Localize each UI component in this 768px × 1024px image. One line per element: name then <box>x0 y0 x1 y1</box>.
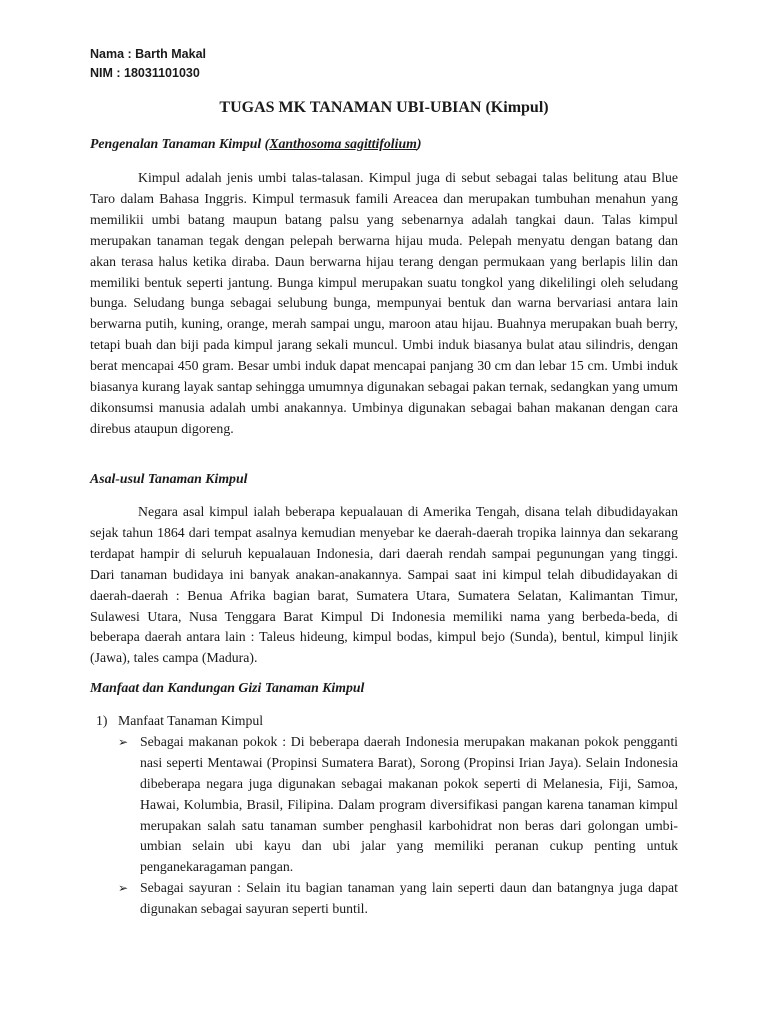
bullet-text: Sebagai sayuran : Selain itu bagian tanaman yang lain seperti daun dan batangnya juga dapat digunakan sebagai sayuran seperti buntil. <box>140 880 678 917</box>
bullet-text: Sebagai makanan pokok : Di beberapa daerah Indonesia merupakan makanan pokok pengganti nasi seperti Mentawai (Propinsi Sumatera Barat), Sorong (Propinsi Irian Jaya). Selain Indonesia dibeberapa negara juga digunakan sebagai makanan pokok seperti di Melanesia, Fiji, Samoa, Hawai, Kolumbia, Brasil, Filipina. Dalam program diversifikasi pangan karena tanaman kimpul merupakan salah satu tanaman sumber penghasil karbohidrat non beras dari golongan umbi-umbian selain ubi kayu dan ubi jalar yang memiliki peranan cukup penting untuk penganekaragaman pangan. <box>140 733 678 875</box>
benefits-list <box>96 711 678 920</box>
intro-heading-prefix: Pengenalan Tanaman Kimpul ( <box>90 136 270 151</box>
species-name: Xanthosoma sagittifolium <box>269 136 417 151</box>
intro-paragraph: Kimpul adalah jenis umbi talas-talasan. Kimpul juga di sebut sebagai talas belitung atau Blue Taro dalam Bahasa Inggris. Kimpul termasuk famili Areacea dan merupakan tumbuhan menahun yang memilikii umbi batang maupun batang palsu yang sebenarnya adalah tangkai daun. Talas kimpul merupakan tanaman tegak dengan pelepah berwarna hijau muda. Pelepah menyatu dengan batang dan akan terasa halus ketika diraba. Daun berwarna hijau terang dengan permukaan yang berlapis lilin dan memiliki bentuk seperti jantung. Bunga kimpul merupakan suatu tongkol yang dikelilingi oleh seludang bunga. Seludang bunga sebagai selubung bunga, mempunyai bentuk dan warna bervariasi antara lain berwarna putih, kuning, orange, merah sampai ungu, maroon atau hijau. Buahnya merupakan buah berry, tetapi buah dan biji pada kimpul jarang sekali muncul. Umbi induk biasanya bulat atau silindris, dengan berat mencapai 450 gram. Besar umbi induk dapat mencapai panjang 30 cm dan lebar 15 cm. Umbi induk biasanya kurang layak santap sehingga umumnya digunakan sebagai pakan ternak, sedangkan yang umum dikonsumsi manusia adalah umbi anakannya. Umbinya digunakan sebagai bahan makanan dengan cara direbus ataupun digoreng. <box>90 170 678 436</box>
benefits-heading: Manfaat dan Kandungan Gizi Tanaman Kimpul <box>90 680 365 695</box>
origin-heading: Asal-usul Tanaman Kimpul <box>90 471 248 486</box>
arrow-bullet-icon: ➢ <box>118 734 129 749</box>
bullet-item <box>118 878 678 920</box>
list-number: 1) <box>96 713 108 728</box>
document-title: TUGAS MK TANAMAN UBI-UBIAN (Kimpul) <box>219 99 549 116</box>
intro-heading <box>90 136 421 152</box>
student-info <box>90 45 206 83</box>
student-name: Nama : Barth Makal <box>90 47 207 61</box>
bullet-item <box>118 732 678 878</box>
origin-paragraph: Negara asal kimpul ialah beberapa kepualauan di Amerika Tengah, disana telah dibudidayakan sejak tahun 1864 dari tempat asalnya kemudian menyebar ke daerah-daerah tropika lainnya dan sekarang terdapat hampir di seluruh kepualauan Indonesia, dari daerah rendah sampai pegunungan yang tinggi. Dari tanaman budidaya ini banyak anakan-anakannya. Sampai saat ini kimpul telah dibudidayakan di daerah-daerah : Benua Afrika bagian barat, Sumatera Utara, Sumatera Selatan, Kalimantan Timur, Sulawesi Utara, Nusa Tenggara Barat Kimpul Di Indonesia memiliki nama yang berbeda-beda, di beberapa daerah antara lain : Taleus hideung, kimpul bodas, kimpul bejo (Sunda), bentul, kimpul linjik (Jawa), tales campa (Madura). <box>90 504 678 666</box>
list-title: Manfaat Tanaman Kimpul <box>118 713 264 728</box>
student-nim: NIM : 18031101030 <box>90 66 200 80</box>
intro-heading-suffix: ) <box>416 136 422 151</box>
list-item <box>96 711 678 732</box>
arrow-bullet-icon: ➢ <box>118 881 129 896</box>
